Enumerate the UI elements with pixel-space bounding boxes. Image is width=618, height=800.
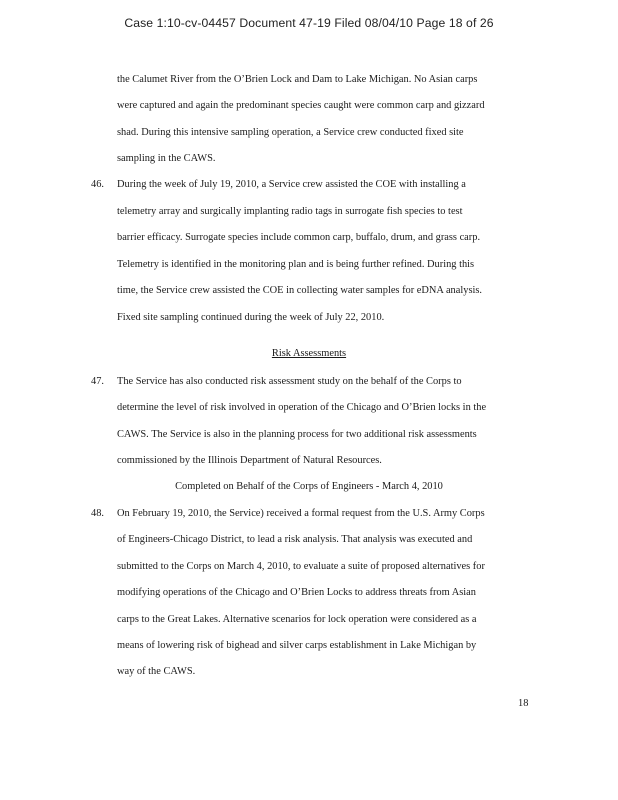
paragraph-48-line-3: submitted to the Corps on March 4, 2010, to evaluate a suite of proposed alternatives for — [117, 561, 485, 572]
paragraph-46-line-3: barrier efficacy. Surrogate species include common carp, buffalo, drum, and grass carp. — [117, 232, 481, 243]
paragraph-48-line-5: carps to the Great Lakes. Alternative scenarios for lock operation were considered as a — [117, 614, 477, 625]
paragraph-47-text: The Service has also conducted risk assessment study on the behalf of the Corps to — [117, 376, 462, 387]
subheading-text: Completed on Behalf of the Corps of Engineers - March 4, 2010 — [175, 481, 443, 492]
paragraph-46-first-line — [91, 178, 466, 191]
paragraph-46-line-4: Telemetry is identified in the monitoring plan and is being further refined. During this — [117, 259, 475, 270]
continued-line-1: the Calumet River from the O’Brien Lock and Dam to Lake Michigan. No Asian carps — [117, 74, 478, 85]
paragraph-number: 48. — [91, 508, 104, 519]
section-heading-text: Risk Assessments — [271, 348, 347, 359]
page-number: 18 — [518, 698, 529, 709]
paragraph-46-text: During the week of July 19, 2010, a Service crew assisted the COE with installing a — [117, 179, 466, 190]
case-header: Case 1:10-cv-04457 Document 47-19 Filed 08/04/10 Page 18 of 26 — [124, 16, 494, 30]
paragraph-48-line-6: means of lowering risk of bighead and silver carps establishment in Lake Michigan by — [117, 640, 477, 651]
paragraph-48-line-4: modifying operations of the Chicago and O’Brien Locks to address threats from Asian — [117, 587, 476, 598]
paragraph-48-line-7: way of the CAWS. — [117, 666, 196, 677]
paragraph-47-line-4: commissioned by the Illinois Department of Natural Resources. — [117, 455, 382, 466]
subheading — [0, 480, 618, 493]
paragraph-47-line-2: determine the level of risk involved in operation of the Chicago and O’Brien locks in the — [117, 402, 487, 413]
paragraph-48-first-line — [91, 507, 485, 520]
paragraph-46-line-2: telemetry array and surgically implanting radio tags in surrogate fish species to test — [117, 206, 463, 217]
paragraph-46-line-6: Fixed site sampling continued during the week of July 22, 2010. — [117, 312, 385, 323]
paragraph-46-line-5: time, the Service crew assisted the COE in collecting water samples for eDNA analysis. — [117, 285, 483, 296]
paragraph-number: 47. — [91, 376, 104, 387]
paragraph-47-first-line — [91, 375, 462, 388]
section-heading — [0, 347, 618, 360]
paragraph-48-line-2: of Engineers-Chicago District, to lead a risk analysis. That analysis was executed and — [117, 534, 473, 545]
paragraph-47-line-3: CAWS. The Service is also in the planning process for two additional risk assessments — [117, 429, 477, 440]
continued-line-4: sampling in the CAWS. — [117, 153, 216, 164]
paragraph-48-text: On February 19, 2010, the Service) received a formal request from the U.S. Army Corps — [117, 508, 485, 519]
continued-line-3: shad. During this intensive sampling operation, a Service crew conducted fixed site — [117, 127, 464, 138]
continued-line-2: were captured and again the predominant species caught were common carp and gizzard — [117, 100, 485, 111]
paragraph-number: 46. — [91, 179, 104, 190]
